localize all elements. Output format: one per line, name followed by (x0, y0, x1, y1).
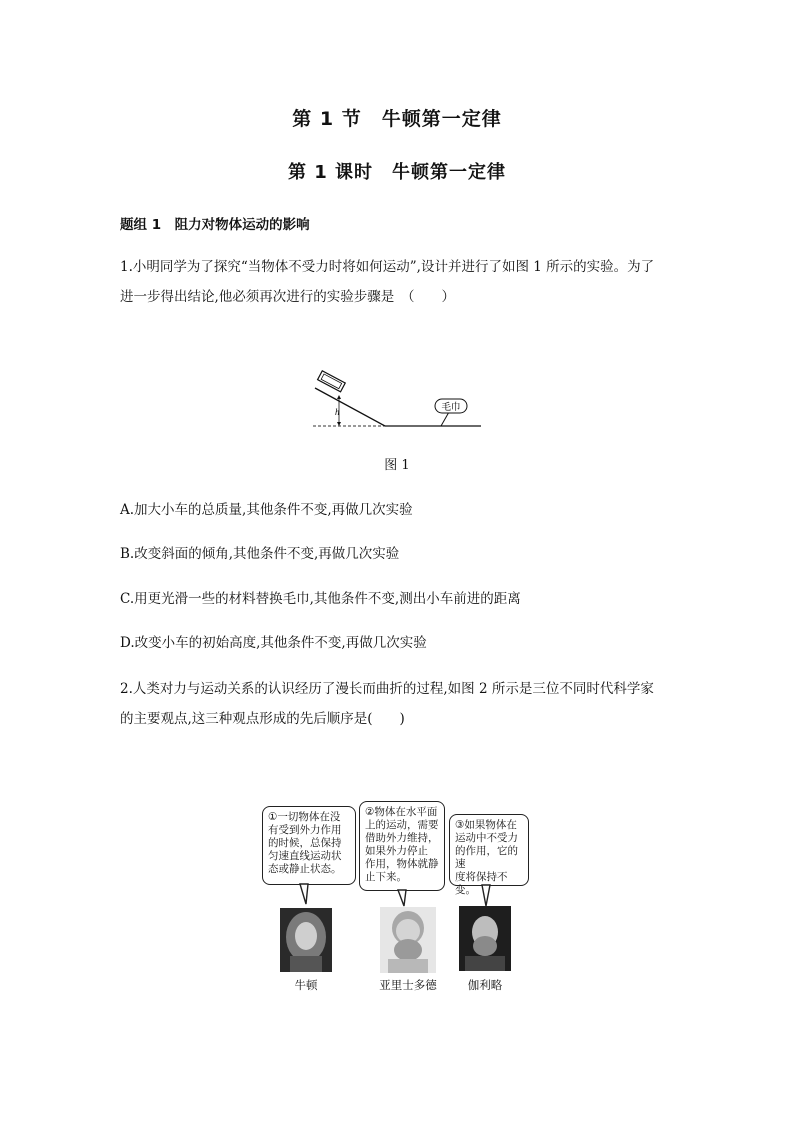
towel-label: 毛巾 (441, 402, 461, 413)
aristotle-portrait (380, 907, 436, 973)
option-d[interactable]: D.改变小车的初始高度,其他条件不变,再做几次实验 (120, 635, 427, 651)
galileo-portrait (459, 906, 511, 971)
question-1 (120, 252, 680, 312)
lesson-title: 第 1 课时 牛顿第一定律 (287, 162, 507, 183)
question-1-line-1: 1.小明同学为了探究“当物体不受力时将如何运动”,设计并进行了如图 1 所示的实验。为了 (120, 259, 655, 275)
section-title: 第 1 节 牛顿第一定律 (292, 108, 502, 130)
name-galileo: 伽利略 (467, 978, 503, 992)
option-b[interactable]: B.改变斜面的倾角,其他条件不变,再做几次实验 (120, 546, 400, 562)
figure-1-caption: 图 1 (384, 458, 410, 473)
bubble-newton: ①一切物体在没 有受到外力作用 的时候，总保持 匀速直线运动状 态或静止状态。 (262, 806, 356, 885)
cart (318, 371, 346, 392)
name-newton: 牛顿 (294, 978, 318, 992)
bubble-aristotle: ②物体在水平面 上的运动，需要 借助外力维持， 如果外力停止 作用，物体就静 止下来。 (359, 801, 445, 891)
group-title: 题组 1 阻力对物体运动的影响 (120, 217, 310, 233)
incline-line (315, 388, 385, 426)
question-2 (120, 674, 680, 734)
bubble-galileo: ③如果物体在 运动中不受力 的作用，它的速 度将保持不变。 (449, 814, 529, 886)
question-2-line-1: 2.人类对力与运动关系的认识经历了漫长而曲折的过程,如图 2 所示是三位不同时代科学家 (120, 681, 654, 697)
newton-portrait (280, 908, 332, 972)
option-a[interactable]: A.加大小车的总质量,其他条件不变,再做几次实验 (120, 502, 413, 518)
figure-1-diagram (305, 368, 495, 436)
height-label: h (335, 407, 340, 417)
question-1-line-2: 进一步得出结论,他必须再次进行的实验步骤是 （ ） (120, 289, 456, 305)
name-aristotle: 亚里士多德 (379, 978, 437, 992)
towel-pointer (441, 412, 449, 426)
question-2-line-2: 的主要观点,这三种观点形成的先后顺序是( ) (120, 711, 405, 727)
option-c[interactable]: C.用更光滑一些的材料替换毛巾,其他条件不变,测出小车前进的距离 (120, 591, 521, 607)
